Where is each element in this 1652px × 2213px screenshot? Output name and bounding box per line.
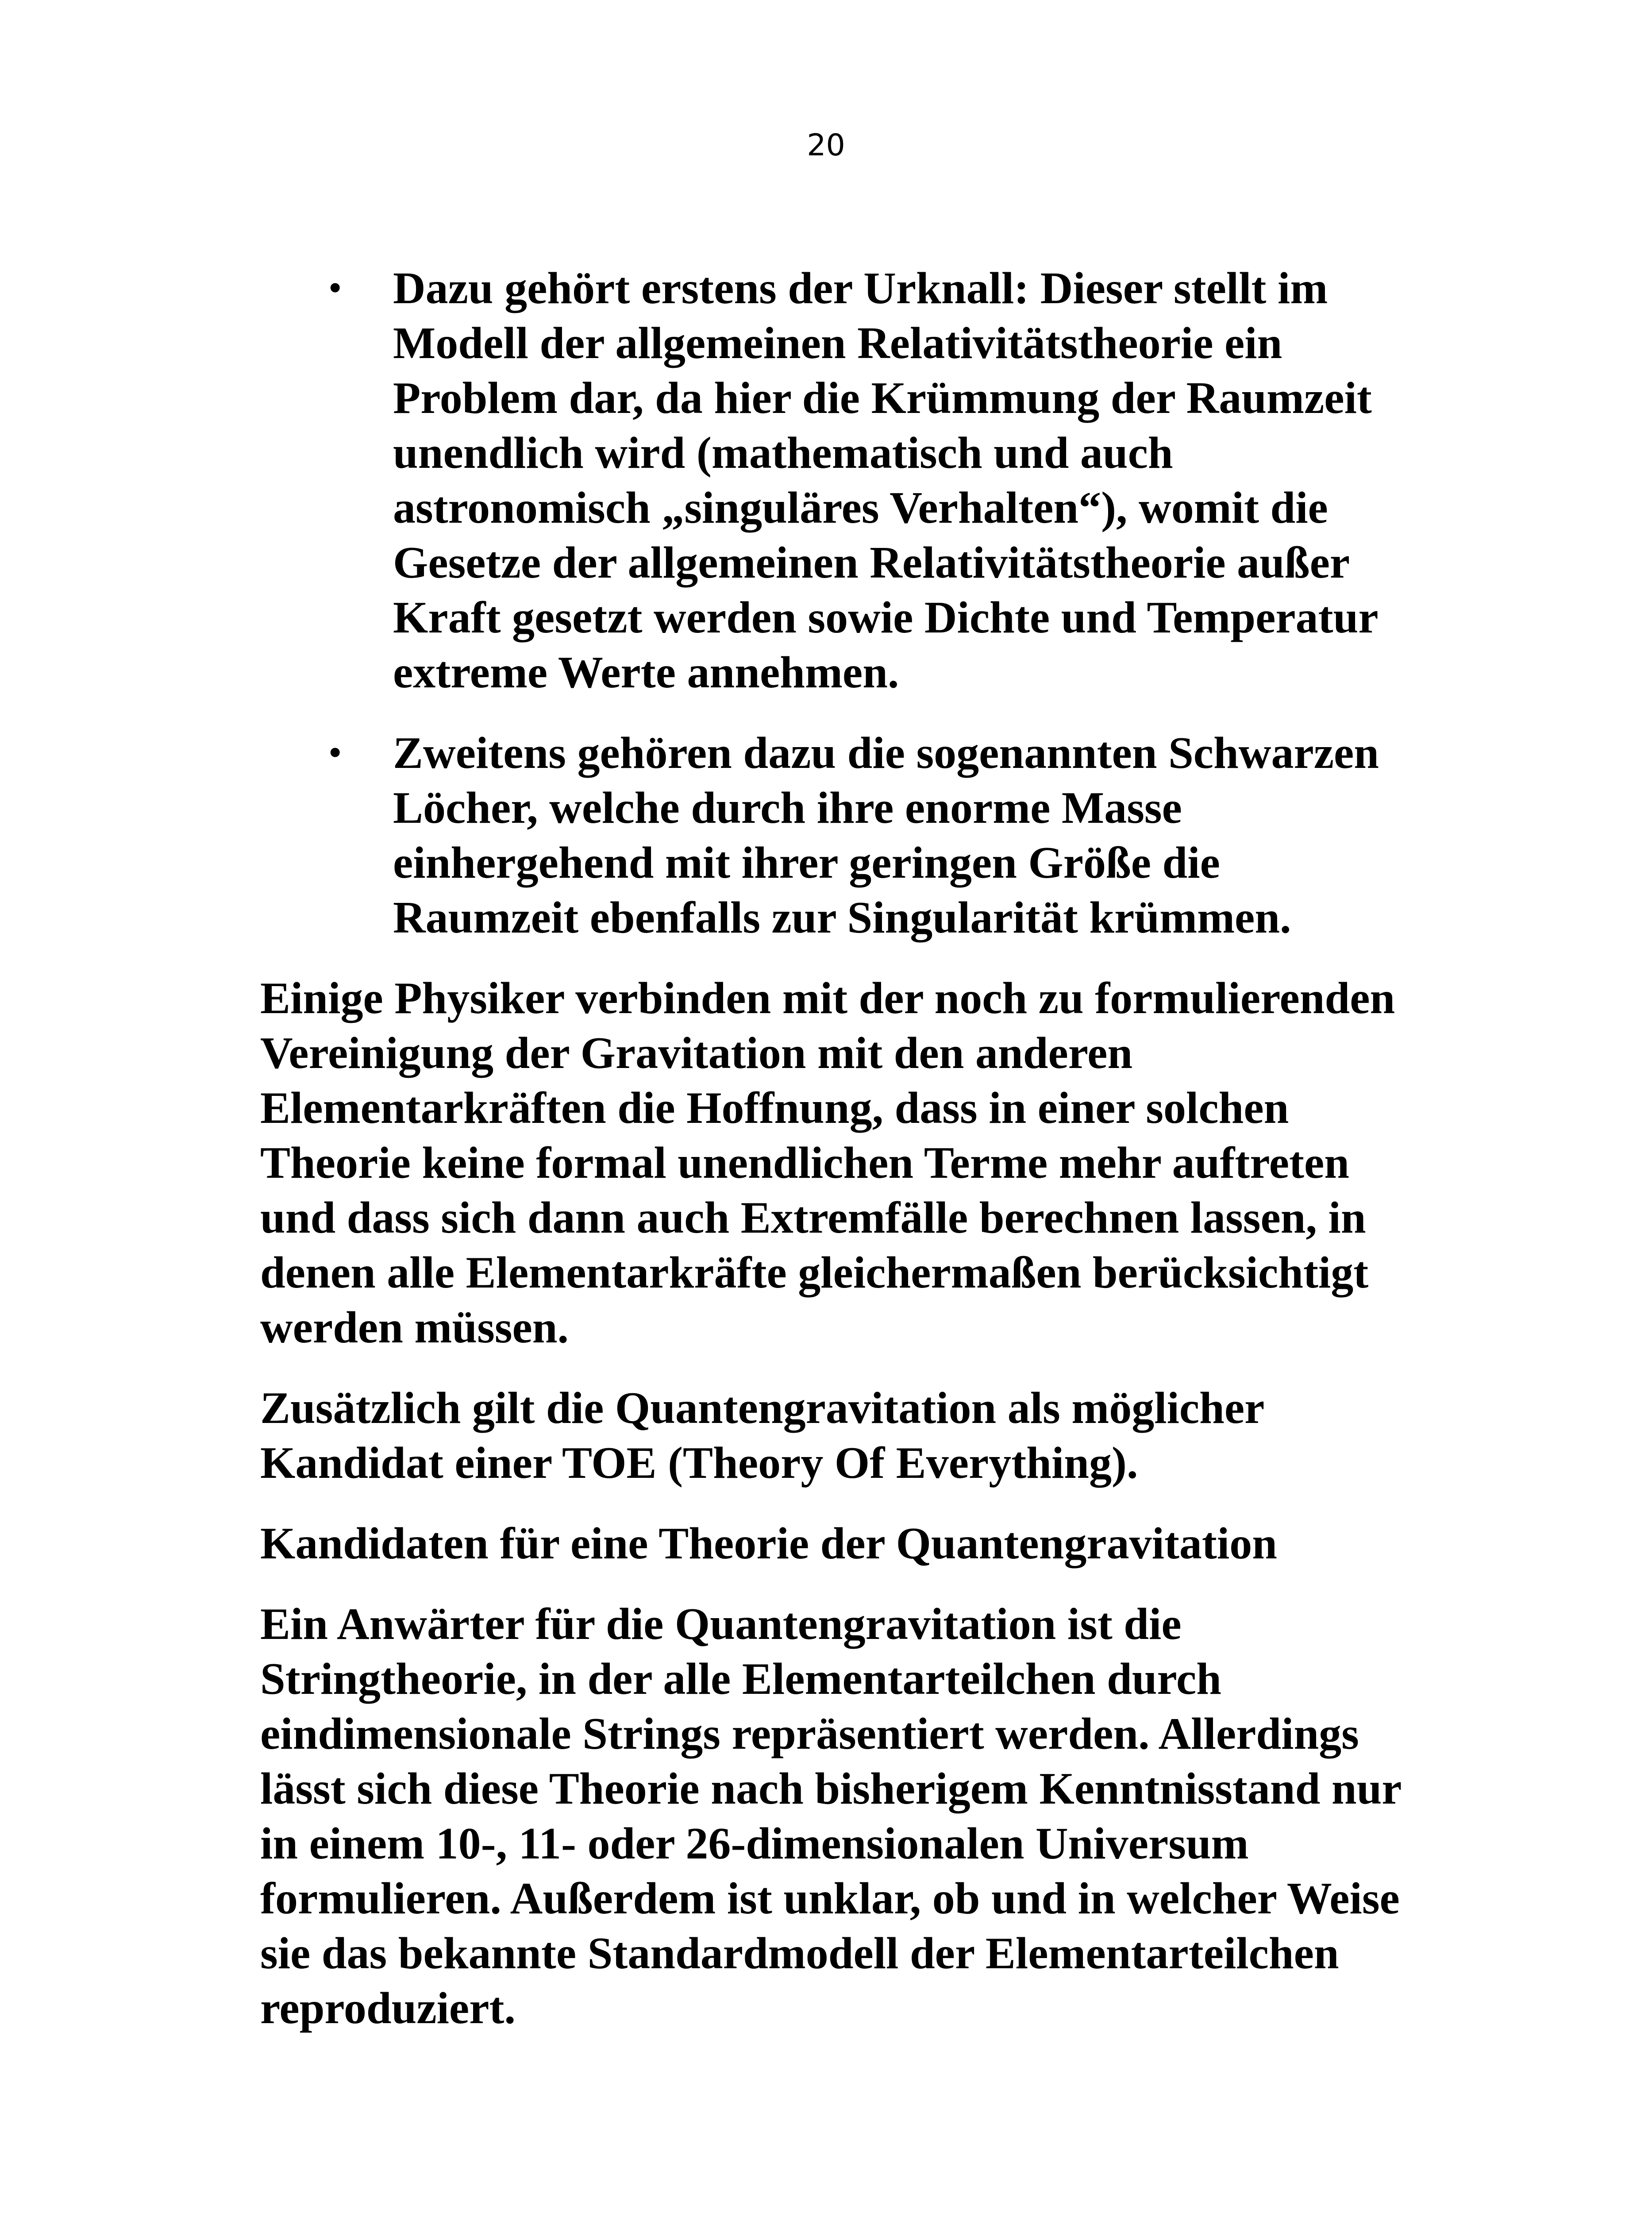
bullet-icon: • — [326, 270, 345, 307]
page-content — [260, 261, 1411, 2062]
paragraph-string-theory: Ein Anwärter für die Quantengravitation ist die Stringtheorie, in der alle Elementarteilchen durch eindimensionale Strings repräsentiert werden. Allerdings lässt sich diese Theorie nach bisherigem Kenntnisstand nur in einem 10-, 11- oder 26-dimensionalen Universum formulieren. Außerdem ist unklar, ob und in welcher Weise sie das bekannte Standardmodell der Elementarteilchen reproduziert. — [260, 1599, 1401, 2033]
paragraph-toe: Zusätzlich gilt die Quantengravitation als möglicher Kandidat einer TOE (Theory Of Everything). — [260, 1383, 1264, 1488]
page-number: 20 — [807, 128, 845, 163]
bullet-icon: • — [326, 735, 345, 772]
bullet-item-black-holes — [260, 726, 1411, 945]
bullet-text: Zweitens gehören dazu die sogenannten Schwarzen Löcher, welche durch ihre enorme Masse einhergehend mit ihrer geringen Größe die Raumzeit ebenfalls zur Singularität krümmen. — [393, 728, 1379, 943]
bullet-list — [260, 261, 1411, 945]
section-heading: Kandidaten für eine Theorie der Quantengravitation — [260, 1519, 1277, 1569]
bullet-item-big-bang — [260, 261, 1411, 700]
bullet-text: Dazu gehört erstens der Urknall: Dieser stellt im Modell der allgemeinen Relativitätstheorie ein Problem dar, da hier die Krümmung der Raumzeit unendlich wird (mathematisch und auch astronomisch „singuläres Verhalten“), womit die Gesetze der allgemeinen Relativitätstheorie außer Kraft gesetzt werden sowie Dichte und Temperatur extreme Werte annehmen. — [393, 263, 1378, 698]
paragraph-unification: Einige Physiker verbinden mit der noch zu formulierenden Vereinigung der Gravitation mit den anderen Elementarkräften die Hoffnung, dass in einer solchen Theorie keine formal unendlichen Terme mehr auftreten und dass sich dann auch Extremfälle berechnen lassen, in denen alle Elementarkräfte gleichermaßen berücksichtigt werden müssen. — [260, 973, 1395, 1353]
